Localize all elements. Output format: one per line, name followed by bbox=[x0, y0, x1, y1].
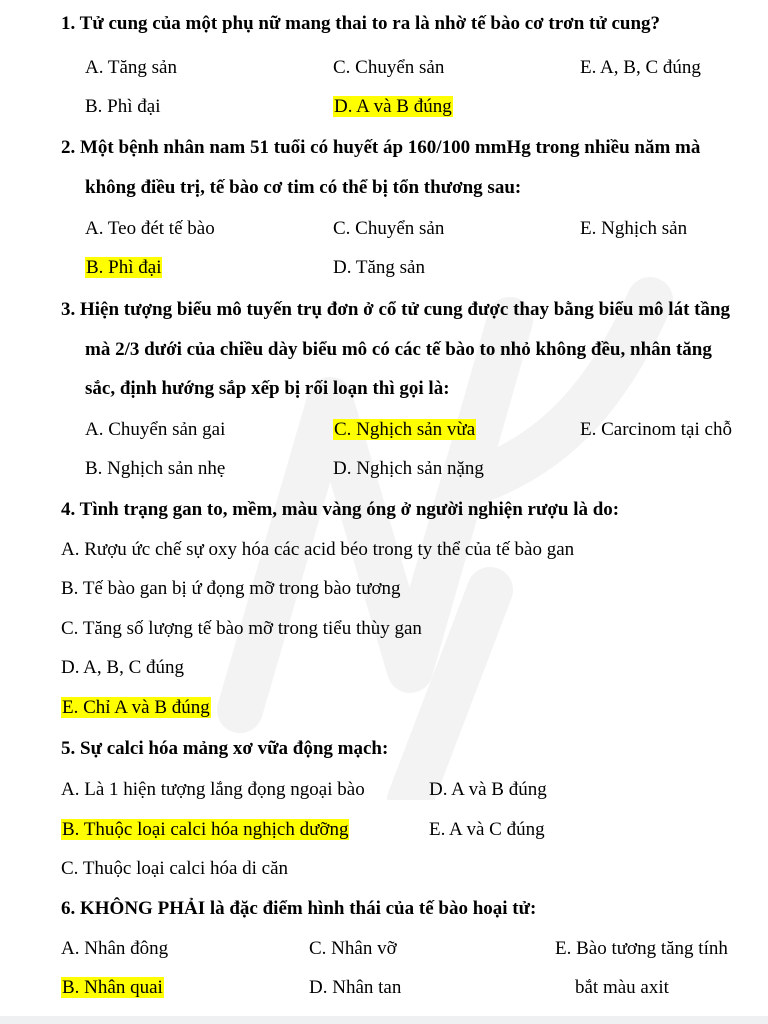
question-3-option-b: B. Nghịch sản nhẹ bbox=[85, 458, 226, 479]
question-2-stem-line-1: 2. Một bệnh nhân nam 51 tuổi có huyết áp 160/100 mmHg trong nhiều năm mà bbox=[61, 137, 701, 158]
question-4-option-b: B. Tế bào gan bị ứ đọng mỡ trong bào tương bbox=[61, 578, 401, 599]
question-5-stem: 5. Sự calci hóa mảng xơ vữa động mạch: bbox=[61, 738, 389, 759]
question-4-option-e-answer: E. Chỉ A và B đúng bbox=[62, 697, 210, 718]
question-6-option-e-line-2: bắt màu axit bbox=[575, 977, 669, 998]
question-5-option-d: D. A và B đúng bbox=[429, 779, 547, 800]
question-6-option-a: A. Nhân đông bbox=[61, 938, 169, 959]
question-1-option-e: E. A, B, C đúng bbox=[580, 57, 701, 78]
question-5-option-c: C. Thuộc loại calci hóa di căn bbox=[61, 858, 289, 879]
question-4-option-a: A. Rượu ức chế sự oxy hóa các acid béo trong ty thể của tế bào gan bbox=[61, 539, 575, 560]
question-3-option-e: E. Carcinom tại chỗ bbox=[580, 419, 732, 440]
page-bottom-edge bbox=[0, 1016, 768, 1024]
question-5-option-e: E. A và C đúng bbox=[429, 819, 545, 840]
question-6-option-b-answer: B. Nhân quai bbox=[62, 977, 163, 998]
question-6-option-d: D. Nhân tan bbox=[309, 977, 402, 998]
question-3-option-c-answer: C. Nghịch sản vừa bbox=[334, 419, 476, 440]
question-5-option-b-answer: B. Thuộc loại calci hóa nghịch dưỡng bbox=[62, 819, 349, 840]
question-2-option-c: C. Chuyển sản bbox=[333, 218, 445, 239]
question-3-stem-line-2: mà 2/3 dưới của chiều dày biểu mô có các tế bào to nhỏ không đều, nhân tăng bbox=[85, 339, 712, 360]
question-2-option-d: D. Tăng sản bbox=[333, 257, 425, 278]
question-4-option-c: C. Tăng số lượng tế bào mỡ trong tiểu thùy gan bbox=[61, 618, 422, 639]
question-3-option-a: A. Chuyển sản gai bbox=[85, 419, 226, 440]
question-6-stem: 6. KHÔNG PHẢI là đặc điểm hình thái của tế bào hoại tử: bbox=[61, 898, 537, 919]
question-1-option-b: B. Phì đại bbox=[85, 96, 161, 117]
question-3-option-d: D. Nghịch sản nặng bbox=[333, 458, 484, 479]
question-1-option-a: A. Tăng sản bbox=[85, 57, 177, 78]
question-3-stem-line-1: 3. Hiện tượng biểu mô tuyến trụ đơn ở cổ tử cung được thay bằng biểu mô lát tầng bbox=[61, 299, 731, 320]
question-1-option-c: C. Chuyển sản bbox=[333, 57, 445, 78]
question-3-stem-line-3: sắc, định hướng sắp xếp bị rối loạn thì gọi là: bbox=[85, 378, 450, 399]
question-6-option-e-line-1: E. Bào tương tăng tính bbox=[555, 938, 728, 959]
question-2-option-b-answer: B. Phì đại bbox=[86, 257, 162, 278]
question-4-option-d: D. A, B, C đúng bbox=[61, 657, 184, 678]
question-1-stem: 1. Tử cung của một phụ nữ mang thai to ra là nhờ tế bào cơ trơn tử cung? bbox=[61, 13, 661, 34]
question-2-option-e: E. Nghịch sản bbox=[580, 218, 688, 239]
question-2-stem-line-2: không điều trị, tế bào cơ tim có thể bị tổn thương sau: bbox=[85, 177, 522, 198]
question-2-option-a: A. Teo đét tế bào bbox=[85, 218, 215, 239]
question-5-option-a: A. Là 1 hiện tượng lắng đọng ngoại bào bbox=[61, 779, 365, 800]
question-1-option-d-answer: D. A và B đúng bbox=[334, 96, 452, 117]
question-4-stem: 4. Tình trạng gan to, mềm, màu vàng óng ở người nghiện rượu là do: bbox=[61, 499, 620, 520]
question-6-option-c: C. Nhân vỡ bbox=[309, 938, 397, 959]
